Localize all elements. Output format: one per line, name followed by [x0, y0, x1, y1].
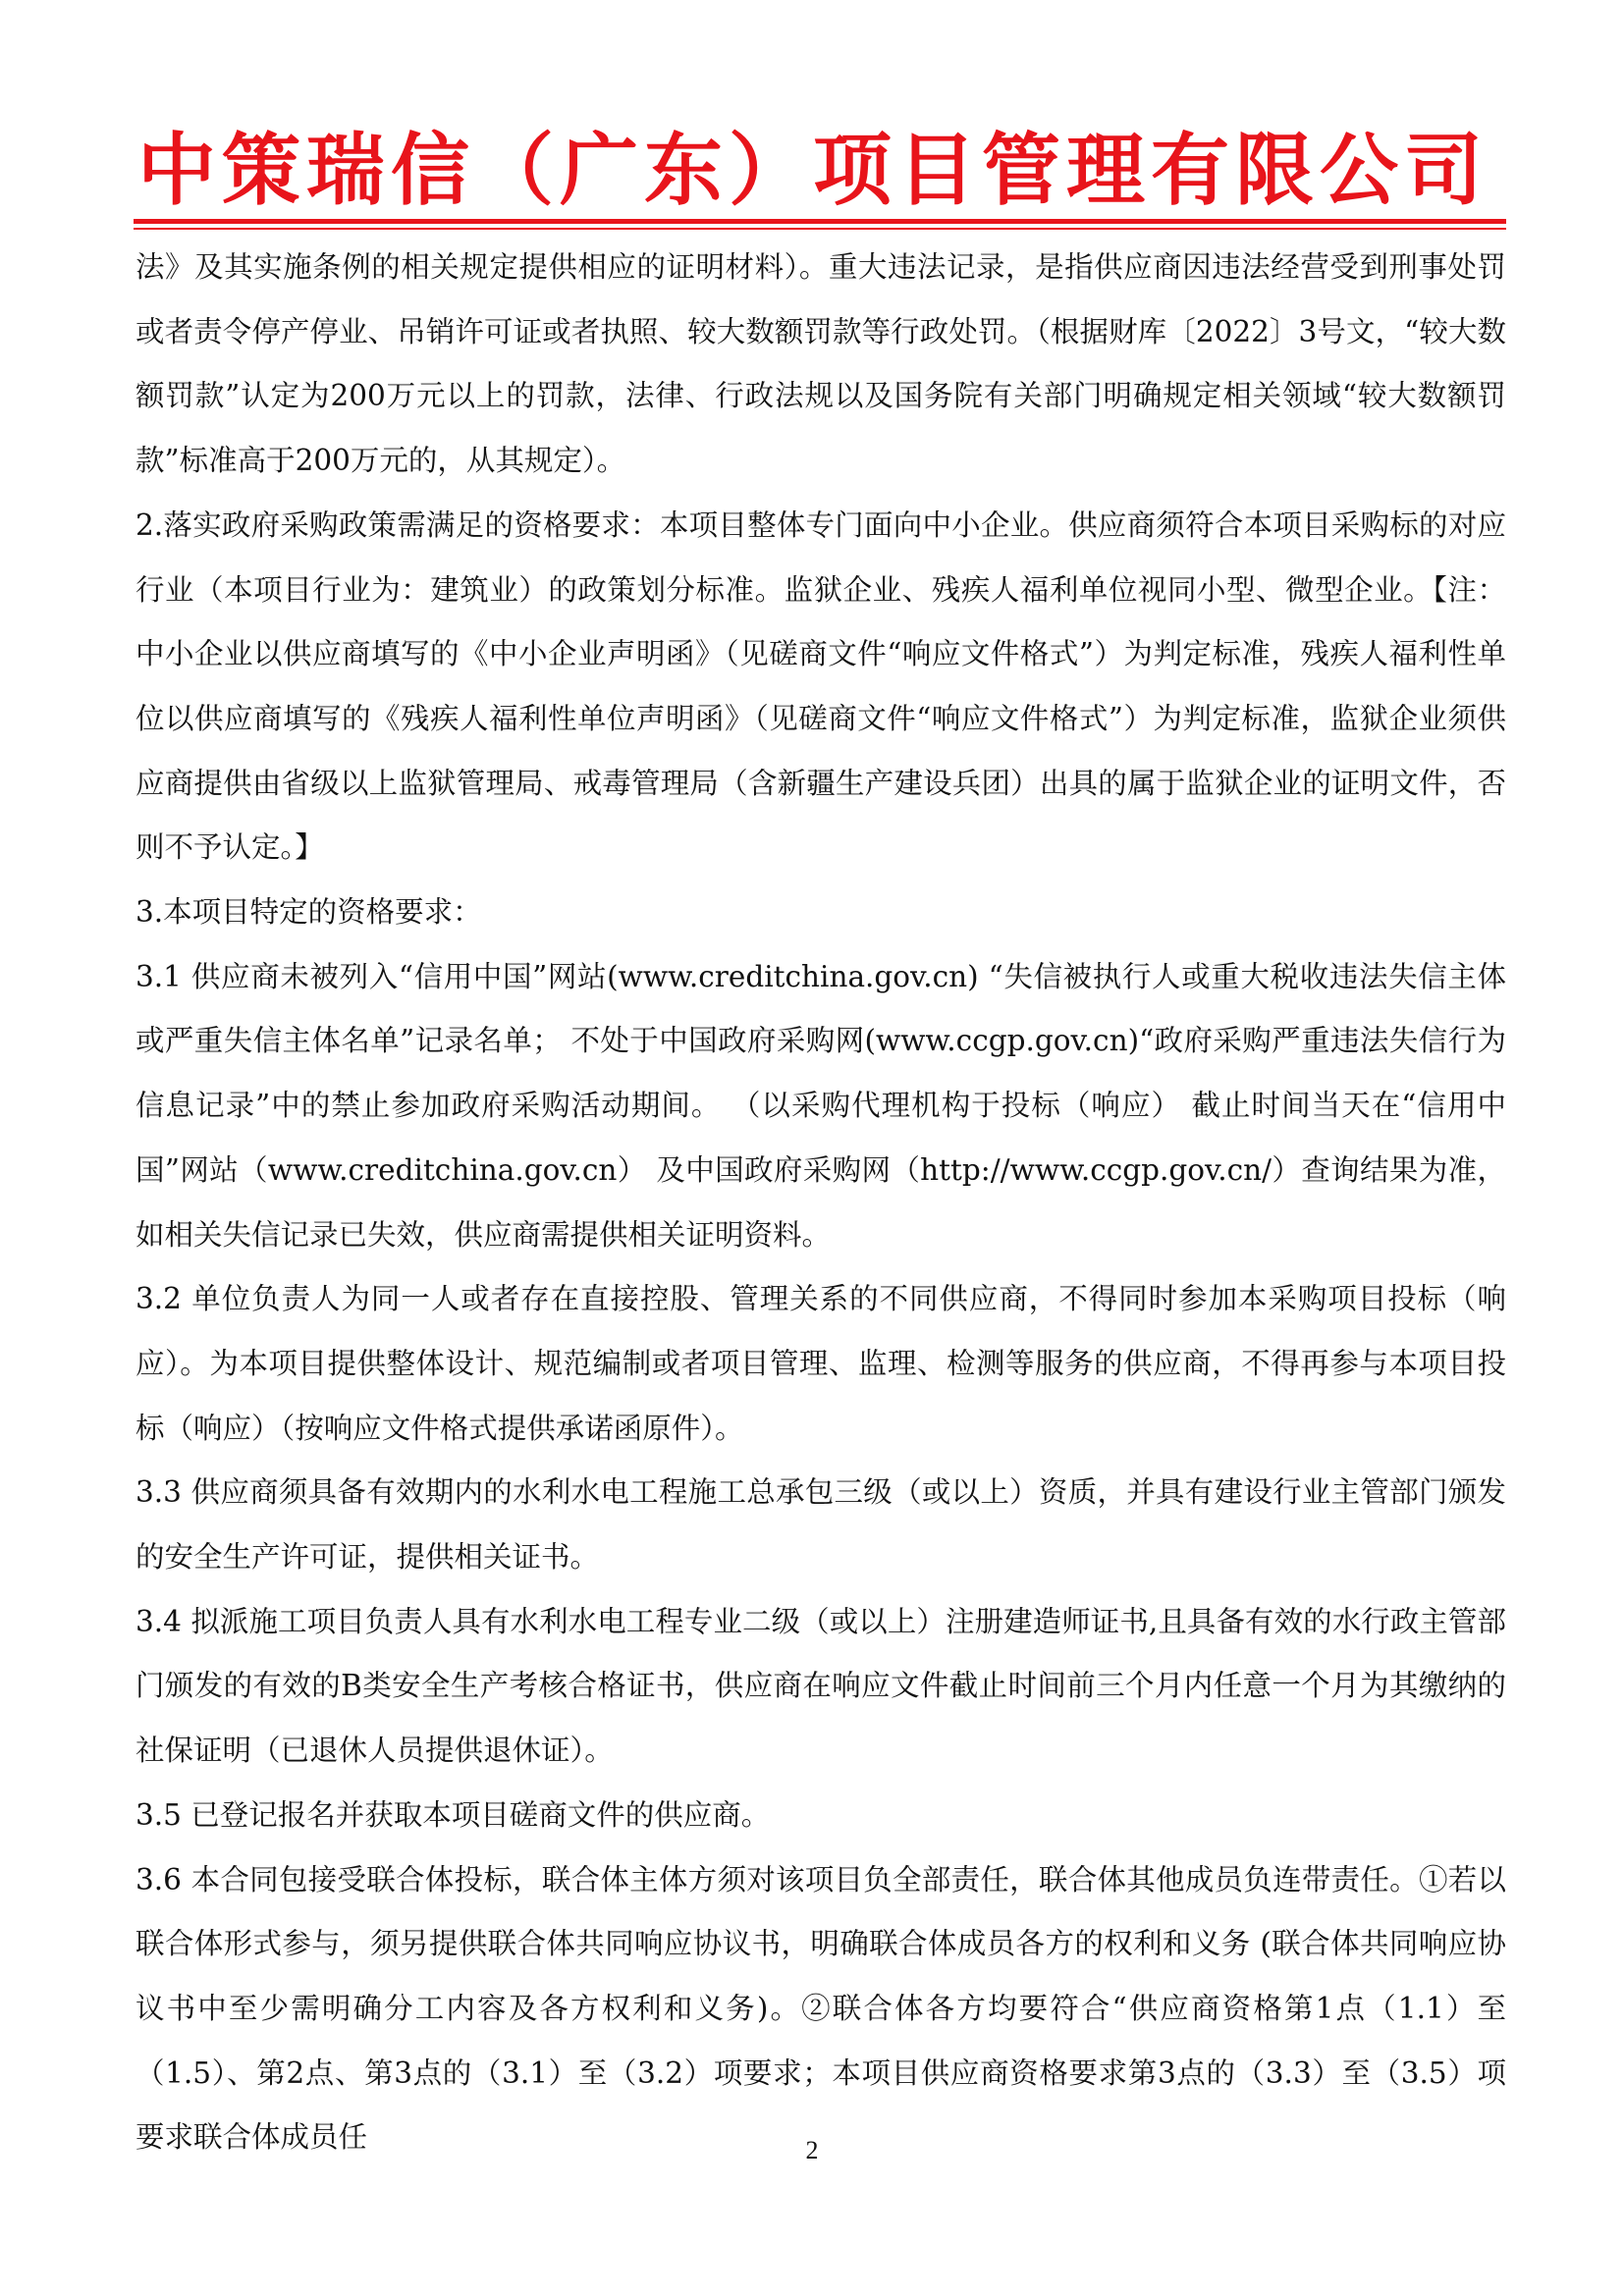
letterhead-rule-thin: [134, 228, 1506, 230]
letterhead-rule-thick: [134, 219, 1506, 224]
page-number: 2: [805, 2136, 819, 2164]
paragraph-requirement-3-5: 3.5 已登记报名并获取本项目磋商文件的供应商。: [135, 1797, 771, 1832]
document-body: [135, 236, 1506, 2170]
paragraph-requirement-3-4: 3.4 拟派施工项目负责人具有水利水电工程专业二级（或以上）注册建造师证书,且具备有效的水行政主管部门颁发的有效的B类安全生产考核合格证书，供应商在响应文件截止时间前三个月内任意一个月为其缴纳的社保证明（已退休人员提供退休证）。: [135, 1604, 1506, 1768]
paragraph-requirement-3-3: 3.3 供应商须具备有效期内的水利水电工程施工总承包三级（或以上）资质，并具有建设行业主管部门颁发的安全生产许可证，提供相关证书。: [135, 1475, 1506, 1575]
paragraph-specific-requirements-heading: 3.本项目特定的资格要求：: [135, 895, 482, 930]
paragraph-legal-records: 法》及其实施条例的相关规定提供相应的证明材料）。重大违法记录，是指供应商因违法经营受到刑事处罚或者责令停产停业、吊销许可证或者执照、较大数额罚款等行政处罚。（根据财库〔2022〕3号文，“较大数额罚款”认定为200万元以上的罚款，法律、行政法规以及国务院有关部门明确规定相关领域“较大数额罚款”标准高于200万元的，从其规定）。: [135, 250, 1506, 478]
paragraph-requirement-3-2: 3.2 单位负责人为同一人或者存在直接控股、管理关系的不同供应商，不得同时参加本采购项目投标（响应）。为本项目提供整体设计、规范编制或者项目管理、监理、检测等服务的供应商，不得再参与本项目投标（响应）（按响应文件格式提供承诺函原件）。: [135, 1282, 1506, 1445]
paragraph-procurement-policy: 2.落实政府采购政策需满足的资格要求：本项目整体专门面向中小企业。供应商须符合本项目采购标的对应行业（本项目行业为：建筑业）的政策划分标准。监狱企业、残疾人福利单位视同小型、微型企业。【注：中小企业以供应商填写的《中小企业声明函》（见磋商文件“响应文件格式”）为判定标准，残疾人福利性单位以供应商填写的《残疾人福利性单位声明函》（见磋商文件“响应文件格式”）为判定标准，监狱企业须供应商提供由省级以上监狱管理局、戒毒管理局（含新疆生产建设兵团）出具的属于监狱企业的证明文件，否则不予认定。】: [135, 507, 1506, 865]
company-letterhead-title: 中策瑞信（广东）项目管理有限公司: [137, 124, 1489, 216]
paragraph-requirement-3-6: 3.6 本合同包接受联合体投标，联合体主体方须对该项目负全部责任，联合体其他成员负连带责任。①若以联合体形式参与，须另提供联合体共同响应协议书，明确联合体成员各方的权利和义务 (联合体共同响应协议书中至少需明确分工内容及各方权利和义务)。②联合体各方均要符合“供应商资格第1点（1.1）至（1.5）、第2点、第3点的（3.1）至（3.2）项要求；本项目供应商资格要求第3点的（3.3）至（3.5）项要求联合体成员任: [135, 1862, 1506, 2155]
paragraph-requirement-3-1: 3.1 供应商未被列入“信用中国”网站(www.creditchina.gov.cn) “失信被执行人或重大税收违法失信主体或严重失信主体名单”记录名单； 不处于中国政府采购网(www.ccgp.gov.cn)“政府采购严重违法失信行为信息记录”中的禁止参加政府采购活动期间。 （以采购代理机构于投标（响应） 截止时间当天在“信用中国”网站（www.creditchina.gov.cn） 及中国政府采购网（http://www.ccgp.gov.cn/）查询结果为准，如相关失信记录已失效，供应商需提供相关证明资料。: [135, 959, 1506, 1252]
